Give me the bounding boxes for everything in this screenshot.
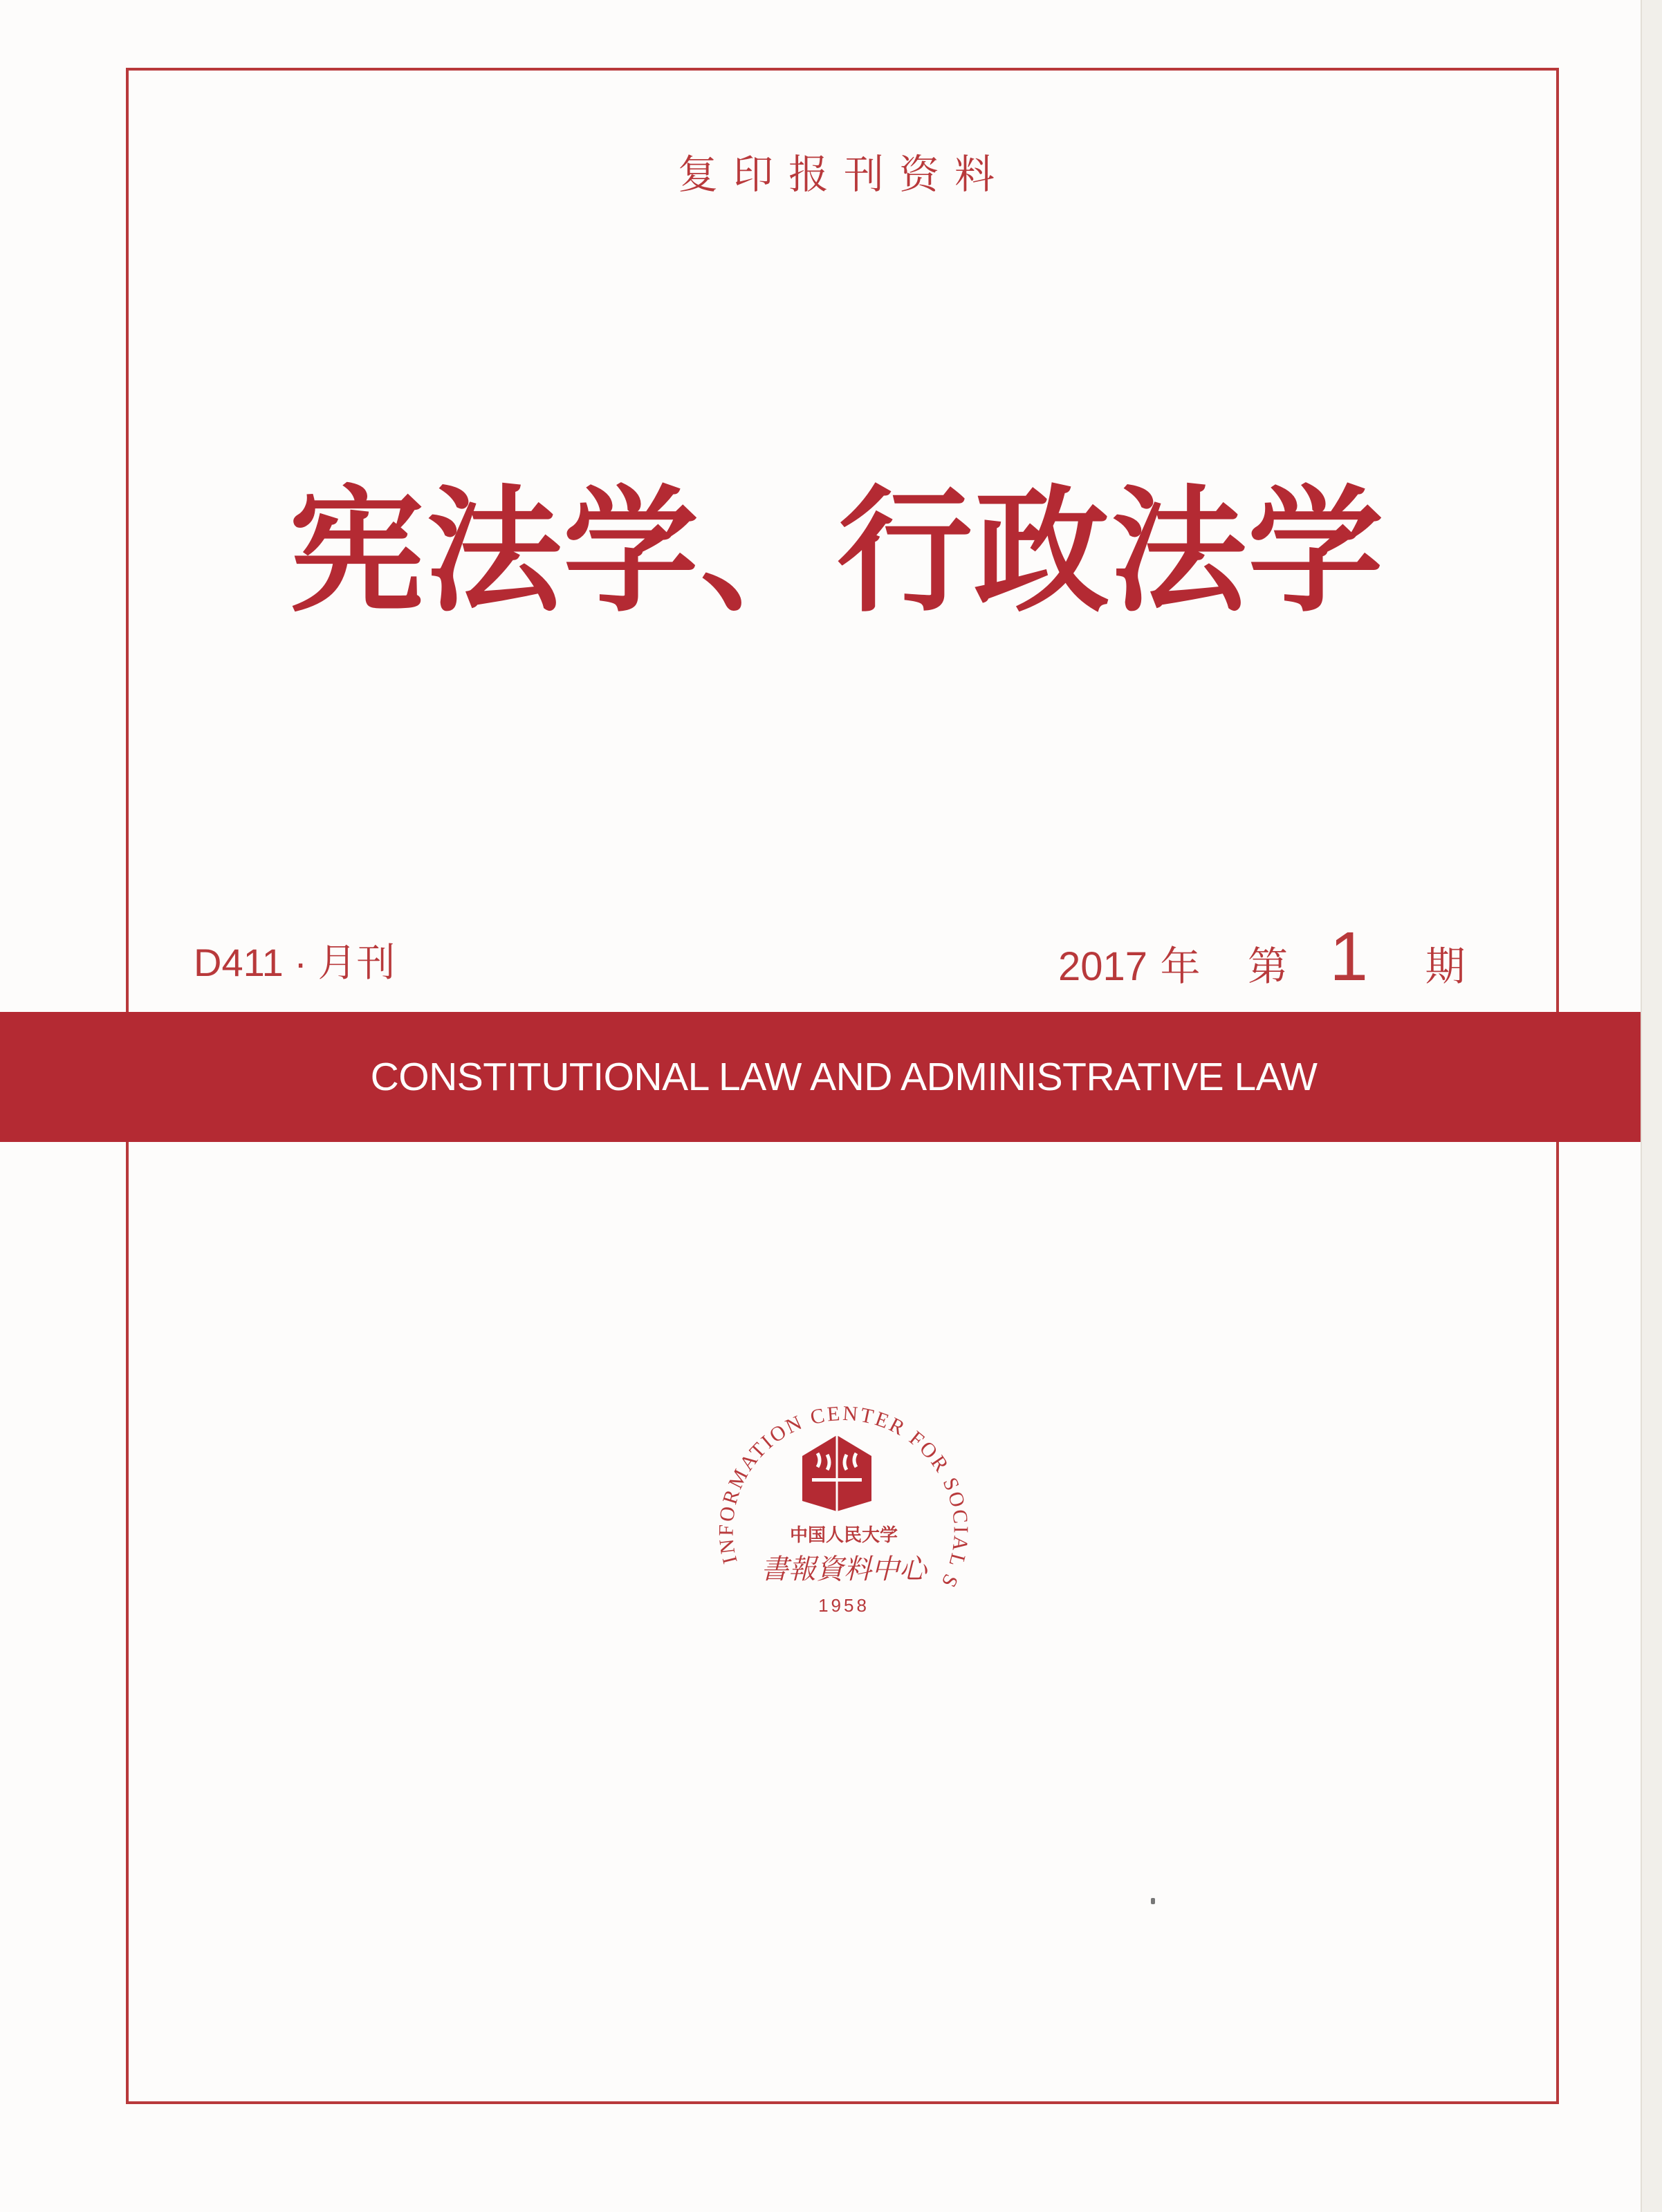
classification-code: D411 · 月刊 bbox=[194, 941, 396, 984]
english-title: CONSTITUTIONAL LAW AND ADMINISTRATIVE LAW bbox=[370, 1055, 1318, 1099]
publisher-seal bbox=[692, 1376, 996, 1653]
issue-number: 1 bbox=[1329, 918, 1369, 995]
logo-university: 中国人民大学 bbox=[789, 1525, 898, 1546]
logo-year: 1958 bbox=[818, 1595, 869, 1616]
issue-prefix: 第 bbox=[1247, 944, 1288, 989]
logo-ring-textpath: INFORMATION CENTER FOR SOCIAL S bbox=[714, 1401, 972, 1593]
issue-year-label: 年 bbox=[1160, 944, 1201, 989]
book-icon bbox=[802, 1435, 871, 1511]
series-name: 复印报刊资料 bbox=[677, 151, 1010, 198]
logo-center-name: 書報資料中心 bbox=[761, 1554, 927, 1585]
journal-title: 宪法学、行政法学 bbox=[288, 473, 1385, 631]
paper-speck bbox=[1151, 1898, 1155, 1904]
issue-year: 2017 bbox=[1058, 944, 1148, 989]
issue-suffix: 期 bbox=[1425, 944, 1466, 989]
issue-info bbox=[1058, 917, 1466, 997]
page-edge bbox=[1641, 0, 1662, 2212]
publisher-logo bbox=[692, 1376, 996, 1653]
